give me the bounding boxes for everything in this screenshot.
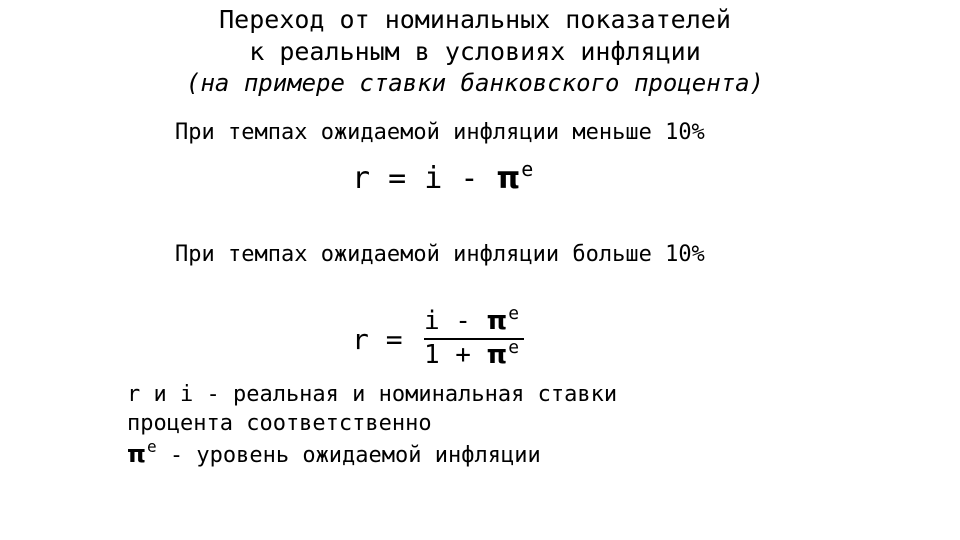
note-line-3	[127, 437, 541, 471]
pi-symbol: π	[486, 306, 508, 336]
superscript-e: e	[508, 303, 520, 324]
superscript-e: e	[146, 437, 157, 456]
formula-low-lhs: r = i -	[352, 161, 497, 196]
formula-low-inflation	[352, 157, 534, 200]
note-line-1: r и i - реальная и номинальная ставки	[127, 382, 618, 407]
numerator-text: i -	[424, 306, 487, 336]
denominator-text: 1 +	[424, 340, 487, 370]
condition-low-inflation: При темпах ожидаемой инфляции меньше 10%	[175, 120, 705, 145]
title-line-2: к реальным в условиях инфляции	[249, 37, 701, 66]
title-subtitle: (на примере ставки банковского процента)	[186, 69, 764, 97]
note-line-3-text: - уровень ожидаемой инфляции	[156, 443, 541, 468]
note-line-2: процента соответственно	[127, 411, 432, 436]
condition-high-inflation: При темпах ожидаемой инфляции больше 10%	[175, 242, 705, 267]
pi-symbol: π	[127, 440, 146, 468]
fraction-denominator	[424, 339, 519, 374]
title-line-1: Переход от номинальных показателей	[219, 5, 731, 34]
pi-symbol: π	[496, 161, 521, 196]
formula-high-lhs: r =	[352, 323, 403, 356]
superscript-e: e	[521, 157, 534, 181]
superscript-e: e	[508, 337, 520, 358]
pi-symbol: π	[486, 340, 508, 370]
fraction-numerator	[424, 305, 519, 340]
